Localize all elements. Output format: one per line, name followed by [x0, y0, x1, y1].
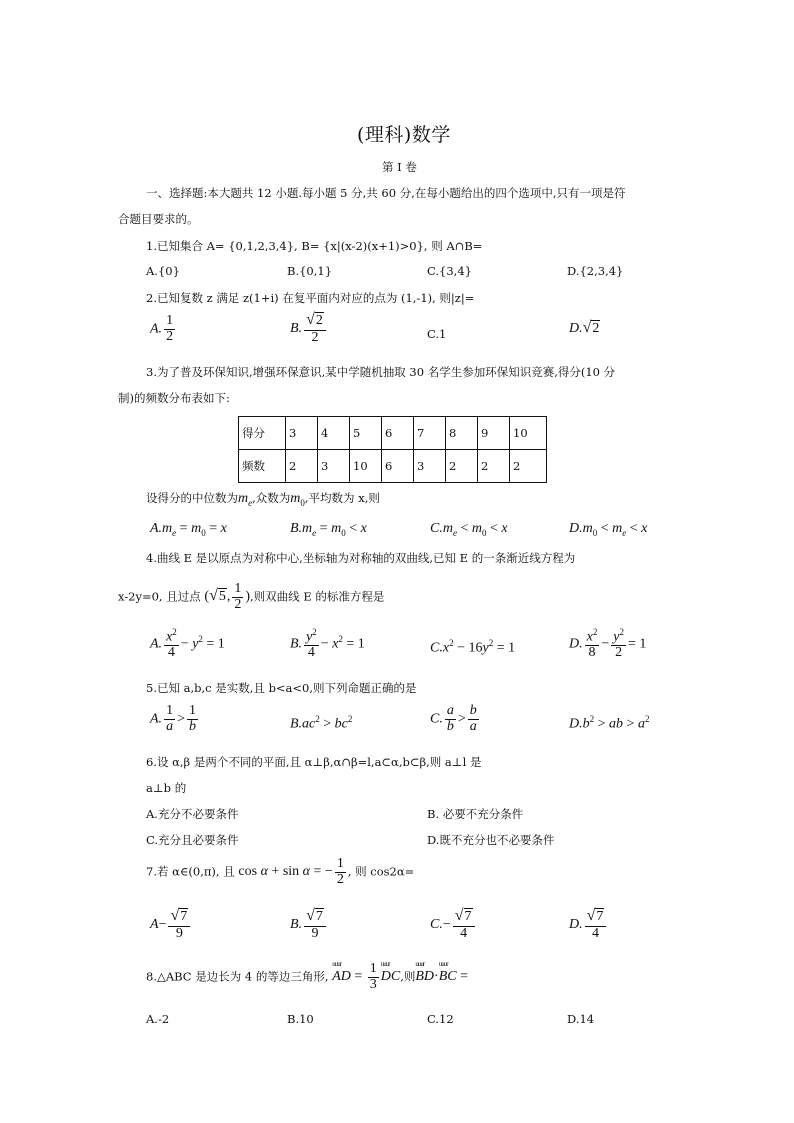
q1-stem: 1.已知集合 A= {0,1,2,3,4}, B= {x|(x-2)(x+1)>0}, 则 A∩B= [146, 239, 483, 253]
table-cell: 2 [478, 450, 510, 483]
q3-follow: 设得分的中位数为$m_e$,众数为$m_0$,平均数为 x,则 [146, 491, 380, 508]
q7-stem: 7.若 α∈(0,π), 且 cos α + sin α = − $\frac{1}{2}$ , 则 cos2α= [146, 856, 415, 887]
table-cell: 2 [286, 450, 318, 483]
q7-option-d: D. √ 7 4 [569, 908, 608, 941]
q3-stem-cont: 制)的频数分布表如下: [118, 391, 230, 405]
table-cell: 频数 [239, 450, 286, 483]
q6-stem: 6.设 α,β 是两个不同的平面,且 α⊥β,α∩β=l,a⊂α,b⊂β,则 a⊥l 是 [146, 755, 482, 769]
table-cell: 3 [286, 417, 318, 450]
frequency-table [238, 416, 547, 483]
q5-option-c: C. $\frac{a}{b}$ > $\frac{b}{a}$ [430, 703, 477, 734]
section-intro-cont: 合题目要求的。 [118, 212, 199, 226]
q4-option-d: D. $\frac{x^2}{8}$ − $\frac{y^2}{2}$ = 1 [569, 627, 647, 661]
table-cell: 10 [510, 417, 547, 450]
q1-option-c: C.{3,4} [427, 264, 472, 278]
q2-option-a: A. $\frac{1}{2}$ [150, 313, 174, 344]
q8-option-b: B.10 [287, 1012, 314, 1026]
q6-option-d: D.既不充分也不必要条件 [427, 833, 555, 847]
q2-option-d: D. √ 2 [569, 319, 600, 337]
q1-option-a: A.{0} [146, 264, 180, 278]
table-cell: 2 [510, 450, 547, 483]
table-row [239, 417, 547, 450]
q6-option-c: C.充分且必要条件 [146, 833, 239, 847]
q3-option-c: $C.m_e < m_0 < x$ [430, 521, 508, 538]
q1-option-d: D.{2,3,4} [567, 264, 624, 278]
q7-option-c: C.− √ 7 4 [430, 908, 477, 941]
page-title: (理科)数学 [357, 124, 451, 146]
section-intro: 一、选择题:本大题共 12 小题.每小题 5 分,共 60 分,在每小题给出的四个选项中,只有一项是符 [146, 186, 626, 200]
q5-option-d: $D.b^2$ > ab > $a^2$ [569, 714, 650, 732]
volume-heading: 第 I 卷 [382, 160, 417, 174]
table-cell: 3 [318, 450, 350, 483]
table-cell: 8 [446, 417, 478, 450]
q4-stem-cont: x-2y=0, 且过点 ( √ 5 , $\frac{1}{2}$ ),则双曲线 E 的标准方程是 [118, 581, 385, 612]
q2-option-b: B. √ 2 2 [290, 312, 328, 345]
table-cell: 得分 [239, 417, 286, 450]
q2-stem: 2.已知复数 z 满足 z(1+i) 在复平面内对应的点为 (1,-1), 则|z|= [146, 291, 475, 305]
q8-option-c: C.12 [427, 1012, 454, 1026]
q8-stem: 8.△ABC 是边长为 4 的等边三角形, uuur AD = $\frac{1}{3}$ uuur DC,则uuur BD·uuur BC = [146, 962, 468, 992]
q7-option-b: B. √ 7 9 [290, 908, 328, 941]
q4-option-a: A. $\frac{x^2}{4}$ − $y^2 = 1$ [150, 627, 225, 661]
table-cell: 10 [350, 450, 382, 483]
q7-option-a: A− √ 7 9 [150, 908, 192, 941]
table-cell: 6 [382, 450, 414, 483]
q4-stem: 4.曲线 E 是以原点为对称中心,坐标轴为对称轴的双曲线,已知 E 的一条渐近线方程为 [146, 551, 576, 565]
q3-option-d: $D.m_0 < m_e < x$ [569, 521, 648, 538]
q4-option-b: B. $\frac{y^2}{4}$ − $x^2 = 1$ [290, 627, 365, 661]
table-row [239, 450, 547, 483]
table-cell: 4 [318, 417, 350, 450]
table-cell: 5 [350, 417, 382, 450]
q6-option-b: B. 必要不充分条件 [427, 807, 524, 821]
table-cell: 2 [446, 450, 478, 483]
q3-option-b: $B.m_e = m_0 < x$ [290, 521, 367, 538]
table-cell: 3 [414, 450, 446, 483]
q5-stem: 5.已知 a,b,c 是实数,且 b<a<0,则下列命题正确的是 [146, 681, 417, 695]
q5-option-a: A. $\frac{1}{a}$ > $\frac{1}{b}$ [150, 703, 196, 734]
q8-option-d: D.14 [567, 1012, 595, 1026]
q6-option-a: A.充分不必要条件 [146, 807, 239, 821]
q8-option-a: A.-2 [146, 1012, 170, 1026]
q2-option-c: C.1 [427, 327, 447, 341]
q4-option-c: $C.x^2 - 16y^2 = 1$ [430, 638, 516, 656]
q1-option-b: B.{0,1} [287, 264, 333, 278]
q5-option-b: $B.ac^2 > bc^2$ [290, 714, 353, 732]
q3-stem: 3.为了普及环保知识,增强环保意识,某中学随机抽取 30 名学生参加环保知识竞赛,得分(10 分 [146, 365, 616, 379]
table-cell: 9 [478, 417, 510, 450]
table-cell: 7 [414, 417, 446, 450]
table-cell: 6 [382, 417, 414, 450]
q6-stem-cont: a⊥b 的 [146, 781, 187, 795]
q3-option-a: $A.m_e = m_0 = x$ [150, 521, 227, 538]
